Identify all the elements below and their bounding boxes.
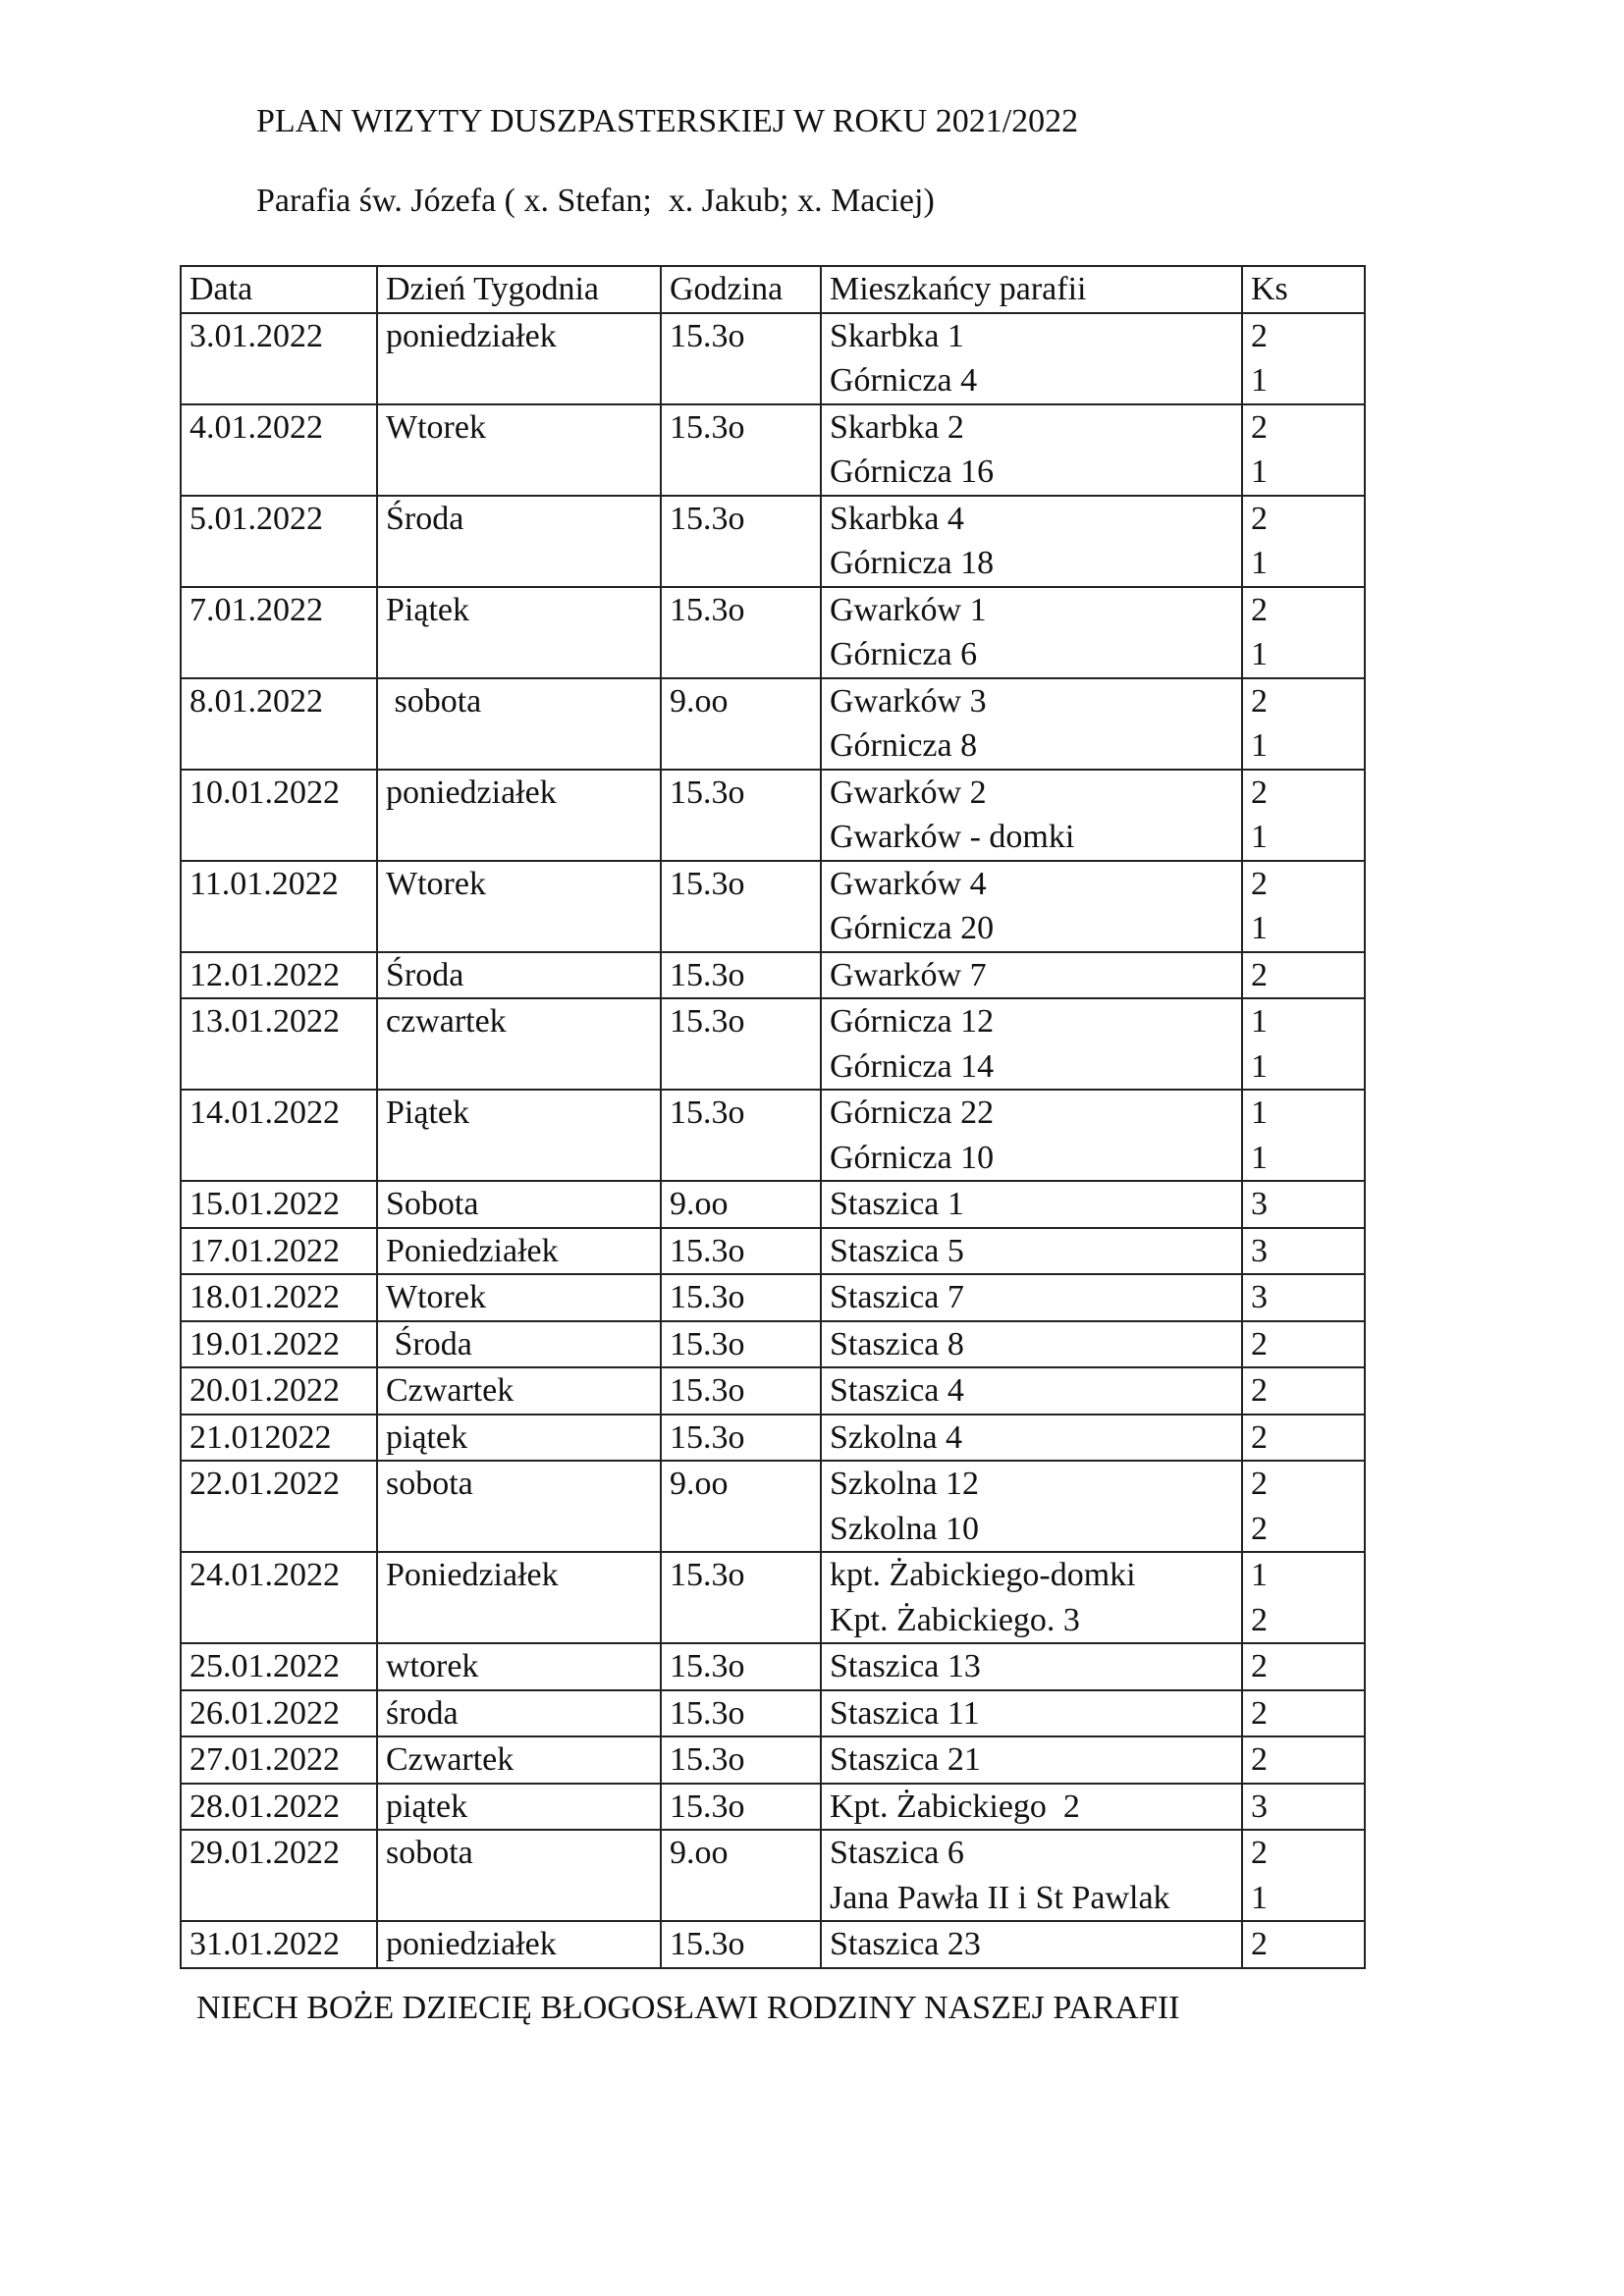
priest-count: 2 <box>1251 1510 1268 1547</box>
cell-time: 15.3o <box>661 1643 821 1690</box>
resident-entry: Skarbka 1 <box>830 317 964 354</box>
cell-residents <box>821 952 1242 999</box>
priest-count: 3 <box>1251 1232 1268 1269</box>
cell-weekday: Wtorek <box>377 404 661 496</box>
cell-weekday: Sobota <box>377 1181 661 1228</box>
priest-count: 3 <box>1251 1279 1268 1315</box>
table-row <box>181 1736 1365 1784</box>
cell-time: 9.oo <box>661 678 821 770</box>
cell-weekday: czwartek <box>377 998 661 1090</box>
cell-residents <box>821 1690 1242 1737</box>
cell-weekday: Poniedziałek <box>377 1552 661 1643</box>
cell-residents <box>821 1552 1242 1643</box>
cell-weekday: Piątek <box>377 1090 661 1181</box>
cell-date: 27.01.2022 <box>181 1736 377 1784</box>
table-row <box>181 678 1365 770</box>
cell-time: 9.oo <box>661 1830 821 1921</box>
cell-priests <box>1242 1830 1365 1921</box>
cell-date: 5.01.2022 <box>181 496 377 587</box>
cell-weekday: Czwartek <box>377 1367 661 1415</box>
cell-priests <box>1242 496 1365 587</box>
priest-count: 2 <box>1251 591 1268 628</box>
cell-priests <box>1242 404 1365 496</box>
cell-weekday: Wtorek <box>377 1274 661 1321</box>
resident-entry: Górnicza 18 <box>830 545 995 581</box>
cell-priests <box>1242 1181 1365 1228</box>
cell-residents <box>821 1461 1242 1552</box>
cell-residents <box>821 1181 1242 1228</box>
resident-entry: Skarbka 2 <box>830 408 964 446</box>
cell-date: 28.01.2022 <box>181 1784 377 1831</box>
cell-date: 24.01.2022 <box>181 1552 377 1643</box>
priest-count: 1 <box>1251 545 1268 581</box>
table-row <box>181 1181 1365 1228</box>
cell-date: 15.01.2022 <box>181 1181 377 1228</box>
cell-priests <box>1242 1784 1365 1831</box>
cell-residents <box>821 1228 1242 1275</box>
priest-count: 2 <box>1251 1325 1268 1362</box>
cell-weekday: poniedziałek <box>377 313 661 404</box>
resident-entry: Staszica 8 <box>830 1325 964 1362</box>
priest-count: 1 <box>1251 1003 1268 1040</box>
cell-time: 15.3o <box>661 1321 821 1368</box>
cell-weekday: sobota <box>377 678 661 770</box>
priest-count: 2 <box>1251 408 1268 446</box>
priest-count: 3 <box>1251 1186 1268 1222</box>
cell-priests <box>1242 1274 1365 1321</box>
parish-subtitle: Parafia św. Józefa ( x. Stefan; x. Jakub; x. Maciej) <box>256 183 935 219</box>
resident-entry: Górnicza 12 <box>830 1003 995 1040</box>
cell-time: 15.3o <box>661 313 821 404</box>
cell-residents <box>821 998 1242 1090</box>
priest-count: 2 <box>1251 1418 1268 1456</box>
cell-date: 19.01.2022 <box>181 1321 377 1368</box>
resident-entry: Staszica 23 <box>830 1926 981 1962</box>
priest-count: 2 <box>1251 682 1268 720</box>
cell-date: 8.01.2022 <box>181 678 377 770</box>
cell-time: 15.3o <box>661 1784 821 1831</box>
resident-entry: Górnicza 4 <box>830 362 978 399</box>
priest-count: 2 <box>1251 865 1268 902</box>
resident-entry: Górnicza 16 <box>830 454 995 490</box>
cell-time: 15.3o <box>661 496 821 587</box>
resident-entry: Kpt. Żabickiego 2 <box>830 1788 1080 1825</box>
resident-entry: Górnicza 20 <box>830 910 995 946</box>
cell-time: 15.3o <box>661 998 821 1090</box>
table-row <box>181 1690 1365 1737</box>
priest-count: 2 <box>1251 1372 1268 1409</box>
priest-count: 1 <box>1251 727 1268 764</box>
resident-entry: Gwarków 3 <box>830 682 987 720</box>
cell-priests <box>1242 770 1365 861</box>
cell-residents <box>821 1090 1242 1181</box>
cell-priests <box>1242 1921 1365 1968</box>
resident-entry: Szkolna 12 <box>830 1466 980 1502</box>
table-row <box>181 1228 1365 1275</box>
cell-date: 31.01.2022 <box>181 1921 377 1968</box>
resident-entry: Skarbka 4 <box>830 500 964 537</box>
cell-weekday: piątek <box>377 1784 661 1831</box>
resident-entry: Kpt. Żabickiego. 3 <box>830 1601 1080 1638</box>
priest-count: 2 <box>1251 774 1268 811</box>
cell-weekday: Wtorek <box>377 861 661 952</box>
cell-time: 9.oo <box>661 1181 821 1228</box>
priest-count: 3 <box>1251 1788 1268 1825</box>
resident-entry: Szkolna 10 <box>830 1510 980 1547</box>
table-row <box>181 770 1365 861</box>
priest-count: 1 <box>1251 1047 1268 1085</box>
cell-time: 15.3o <box>661 1367 821 1415</box>
cell-date: 29.01.2022 <box>181 1830 377 1921</box>
cell-date: 17.01.2022 <box>181 1228 377 1275</box>
resident-entry: Staszica 13 <box>830 1648 981 1684</box>
resident-entry: Górnicza 22 <box>830 1095 995 1131</box>
cell-priests <box>1242 1736 1365 1784</box>
priest-count: 1 <box>1251 454 1268 490</box>
table-row <box>181 952 1365 999</box>
cell-date: 25.01.2022 <box>181 1643 377 1690</box>
resident-entry: Gwarków 2 <box>830 774 987 811</box>
table-row <box>181 587 1365 678</box>
priest-count: 2 <box>1251 500 1268 537</box>
cell-weekday: Środa <box>377 496 661 587</box>
cell-time: 15.3o <box>661 587 821 678</box>
cell-priests <box>1242 1321 1365 1368</box>
table-header-row <box>181 266 1365 313</box>
priest-count: 1 <box>1251 910 1268 946</box>
resident-entry: Staszica 21 <box>830 1741 981 1778</box>
resident-entry: Gwarków 4 <box>830 865 987 902</box>
header-date: Data <box>181 266 377 313</box>
cell-residents <box>821 1321 1242 1368</box>
cell-residents <box>821 1830 1242 1921</box>
cell-priests <box>1242 313 1365 404</box>
cell-date: 13.01.2022 <box>181 998 377 1090</box>
cell-residents <box>821 496 1242 587</box>
cell-priests <box>1242 1228 1365 1275</box>
cell-priests <box>1242 587 1365 678</box>
resident-entry: Gwarków 1 <box>830 591 987 628</box>
cell-time: 15.3o <box>661 770 821 861</box>
resident-entry: Gwarków - domki <box>830 819 1075 855</box>
table-body <box>181 313 1365 1968</box>
cell-time: 9.oo <box>661 1461 821 1552</box>
cell-date: 3.01.2022 <box>181 313 377 404</box>
cell-priests <box>1242 1643 1365 1690</box>
visit-schedule-table <box>180 265 1366 1969</box>
table-row <box>181 1090 1365 1181</box>
cell-date: 11.01.2022 <box>181 861 377 952</box>
resident-entry: Szkolna 4 <box>830 1418 963 1456</box>
resident-entry: kpt. Żabickiego-domki <box>830 1557 1136 1593</box>
cell-date: 14.01.2022 <box>181 1090 377 1181</box>
table-row <box>181 496 1365 587</box>
cell-priests <box>1242 1552 1365 1643</box>
cell-date: 21.012022 <box>181 1415 377 1462</box>
priest-count: 2 <box>1251 1835 1268 1871</box>
cell-weekday: wtorek <box>377 1643 661 1690</box>
cell-priests <box>1242 998 1365 1090</box>
cell-weekday: poniedziałek <box>377 1921 661 1968</box>
resident-entry: Staszica 11 <box>830 1694 980 1732</box>
cell-date: 4.01.2022 <box>181 404 377 496</box>
table-row <box>181 1830 1365 1921</box>
cell-residents <box>821 587 1242 678</box>
cell-residents <box>821 1415 1242 1462</box>
cell-residents <box>821 678 1242 770</box>
priest-count: 1 <box>1251 819 1268 855</box>
priest-count: 1 <box>1251 1557 1268 1593</box>
table-row <box>181 1921 1365 1968</box>
resident-entry: Gwarków 7 <box>830 956 987 993</box>
cell-weekday: Poniedziałek <box>377 1228 661 1275</box>
cell-residents <box>821 1643 1242 1690</box>
priest-count: 2 <box>1251 1466 1268 1502</box>
cell-residents <box>821 770 1242 861</box>
resident-entry: Staszica 1 <box>830 1186 964 1222</box>
cell-residents <box>821 1367 1242 1415</box>
cell-weekday: poniedziałek <box>377 770 661 861</box>
cell-weekday: Czwartek <box>377 1736 661 1784</box>
header-time: Godzina <box>661 266 821 313</box>
cell-priests <box>1242 1090 1365 1181</box>
cell-priests <box>1242 1461 1365 1552</box>
resident-entry: Staszica 6 <box>830 1835 964 1871</box>
table-row <box>181 1461 1365 1552</box>
cell-residents <box>821 861 1242 952</box>
cell-time: 15.3o <box>661 1415 821 1462</box>
priest-count: 2 <box>1251 317 1268 354</box>
cell-time: 15.3o <box>661 1228 821 1275</box>
table-row <box>181 313 1365 404</box>
header-weekday: Dzień Tygodnia <box>377 266 661 313</box>
cell-time: 15.3o <box>661 1690 821 1737</box>
cell-priests <box>1242 1367 1365 1415</box>
cell-date: 26.01.2022 <box>181 1690 377 1737</box>
cell-residents <box>821 1784 1242 1831</box>
cell-time: 15.3o <box>661 404 821 496</box>
cell-weekday: piątek <box>377 1415 661 1462</box>
cell-weekday: Środa <box>377 952 661 999</box>
priest-count: 1 <box>1251 1095 1268 1131</box>
cell-residents <box>821 404 1242 496</box>
cell-priests <box>1242 1690 1365 1737</box>
table-row <box>181 404 1365 496</box>
cell-date: 22.01.2022 <box>181 1461 377 1552</box>
cell-weekday: środa <box>377 1690 661 1737</box>
priest-count: 1 <box>1251 1879 1268 1916</box>
cell-date: 7.01.2022 <box>181 587 377 678</box>
cell-priests <box>1242 861 1365 952</box>
resident-entry: Górnicza 8 <box>830 727 978 764</box>
priest-count: 2 <box>1251 956 1268 993</box>
cell-time: 15.3o <box>661 952 821 999</box>
priest-count: 2 <box>1251 1648 1268 1684</box>
table-row <box>181 1784 1365 1831</box>
table-row <box>181 1415 1365 1462</box>
cell-time: 15.3o <box>661 1552 821 1643</box>
cell-residents <box>821 1736 1242 1784</box>
cell-residents <box>821 1274 1242 1321</box>
table-row <box>181 998 1365 1090</box>
cell-priests <box>1242 1415 1365 1462</box>
resident-entry: Górnicza 6 <box>830 636 978 672</box>
resident-entry: Górnicza 10 <box>830 1139 995 1176</box>
cell-residents <box>821 1921 1242 1968</box>
header-residents: Mieszkańcy parafii <box>821 266 1242 313</box>
priest-count: 1 <box>1251 1139 1268 1176</box>
cell-date: 12.01.2022 <box>181 952 377 999</box>
cell-time: 15.3o <box>661 1921 821 1968</box>
cell-date: 10.01.2022 <box>181 770 377 861</box>
priest-count: 2 <box>1251 1694 1268 1732</box>
cell-date: 18.01.2022 <box>181 1274 377 1321</box>
cell-residents <box>821 313 1242 404</box>
table-row <box>181 1643 1365 1690</box>
cell-time: 15.3o <box>661 1274 821 1321</box>
cell-date: 20.01.2022 <box>181 1367 377 1415</box>
closing-blessing: NIECH BOŻE DZIECIĘ BŁOGOSŁAWI RODZINY NASZEJ PARAFII <box>196 1990 1180 2026</box>
table-row <box>181 861 1365 952</box>
cell-time: 15.3o <box>661 1090 821 1181</box>
resident-entry: Staszica 4 <box>830 1372 964 1409</box>
cell-priests <box>1242 678 1365 770</box>
table-row <box>181 1367 1365 1415</box>
priest-count: 2 <box>1251 1741 1268 1778</box>
cell-priests <box>1242 952 1365 999</box>
resident-entry: Górnicza 14 <box>830 1047 995 1085</box>
cell-time: 15.3o <box>661 1736 821 1784</box>
cell-weekday: Środa <box>377 1321 661 1368</box>
resident-entry: Staszica 7 <box>830 1279 964 1315</box>
priest-count: 2 <box>1251 1601 1268 1638</box>
header-priests: Ks <box>1242 266 1365 313</box>
document-title: PLAN WIZYTY DUSZPASTERSKIEJ W ROKU 2021/2022 <box>256 103 1079 139</box>
cell-weekday: Piątek <box>377 587 661 678</box>
cell-time: 15.3o <box>661 861 821 952</box>
cell-weekday: sobota <box>377 1830 661 1921</box>
priest-count: 1 <box>1251 362 1268 399</box>
table-row <box>181 1552 1365 1643</box>
resident-entry: Jana Pawła II i St Pawlak <box>830 1879 1170 1916</box>
table-row <box>181 1274 1365 1321</box>
priest-count: 2 <box>1251 1926 1268 1962</box>
priest-count: 1 <box>1251 636 1268 672</box>
cell-weekday: sobota <box>377 1461 661 1552</box>
table-row <box>181 1321 1365 1368</box>
resident-entry: Staszica 5 <box>830 1232 964 1269</box>
